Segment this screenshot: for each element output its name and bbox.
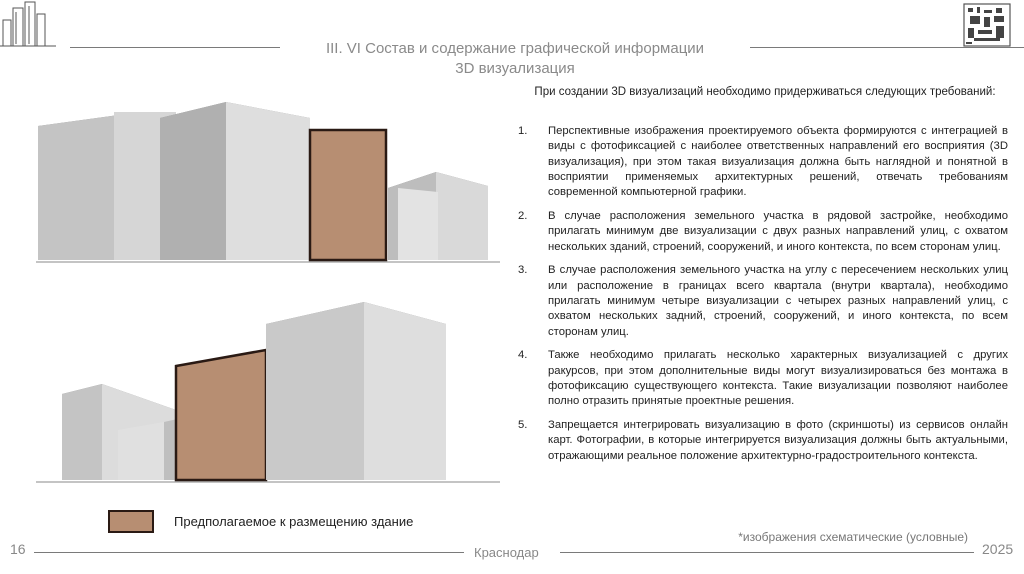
page-title: III. VI Состав и содержание графической информации [325, 40, 705, 57]
requirement-number: 1. [518, 125, 528, 137]
requirements-intro: При создании 3D визуализаций необходимо придерживаться следующих требований: [534, 86, 996, 98]
page-subtitle: 3D визуализация [455, 60, 575, 77]
requirements-list [518, 124, 1008, 472]
footnote: *изображения схематические (условные) [738, 530, 968, 544]
requirement-number: 2. [518, 209, 528, 222]
legend-label: Предполагаемое к размещению здание [174, 514, 414, 529]
footer-city: Краснодар [474, 545, 539, 560]
footer-year: 2025 [982, 541, 1014, 557]
requirement-item [518, 209, 1008, 255]
page-number: 16 [10, 541, 26, 557]
city-emblem-icon [962, 2, 1014, 50]
illustration-street-view-1 [36, 100, 500, 270]
requirement-number: 5. [518, 419, 528, 432]
requirement-text: В случае расположения земельного участка на углу с пересечением нескольких улиц или расположение в границах всего квартала (внутри квартала), необходимо прилагать минимум четыре визуализации с четырех разных направлений улиц, с охватом нескольких задний, строений, сооружений, и иного контекста, по всем сторонам улиц. [548, 264, 1008, 338]
requirement-item [518, 124, 1008, 200]
header-line-right [750, 47, 1024, 48]
requirement-text: Запрещается интегрировать визуализацию в фото (скриншоты) из сервисов онлайн карт. Фотографии, в которые интегрируется визуализация должны быть актуальными, отражающими реальное положение архитектурно-градостроительного контекста. [548, 419, 1008, 462]
requirement-text: Перспективные изображения проектируемого объекта формируются с интеграцией в виды с фотофиксацией с наиболее ответственных направлений его восприятия (3D визуализация), при этом такая визуализация должна быть наглядной и понятной в восприятии применяемых архитектурных решений, отвечать требованиям современной компьютерной графики. [548, 125, 1008, 199]
header-line-left [70, 47, 280, 48]
footer-line-left [34, 552, 464, 553]
requirement-item [518, 348, 1008, 409]
requirement-text: В случае расположения земельного участка в рядовой застройке, необходимо прилагать минимум две визуализации с двух разных направлений улиц, с охватом нескольких зданий, строений, сооружений, и иного контекста, по всем сторонам улиц. [548, 209, 1008, 253]
requirement-text: Также необходимо прилагать несколько характерных визуализацией с других ракурсов, при этом дополнительные виды могут визуализироваться без монтажа в фотофиксацию существующего контекста. Такие визуализации позволяют наиболее полно отразить принятые проектные решения. [548, 349, 1008, 408]
footer-line-right [560, 552, 974, 553]
requirement-item [518, 418, 1008, 464]
legend-swatch [108, 510, 154, 533]
requirement-number: 3. [518, 264, 528, 277]
illustration-street-view-2 [36, 298, 500, 488]
requirement-item [518, 263, 1008, 339]
requirement-number: 4. [518, 349, 528, 362]
skyline-logo-icon [0, 0, 56, 50]
